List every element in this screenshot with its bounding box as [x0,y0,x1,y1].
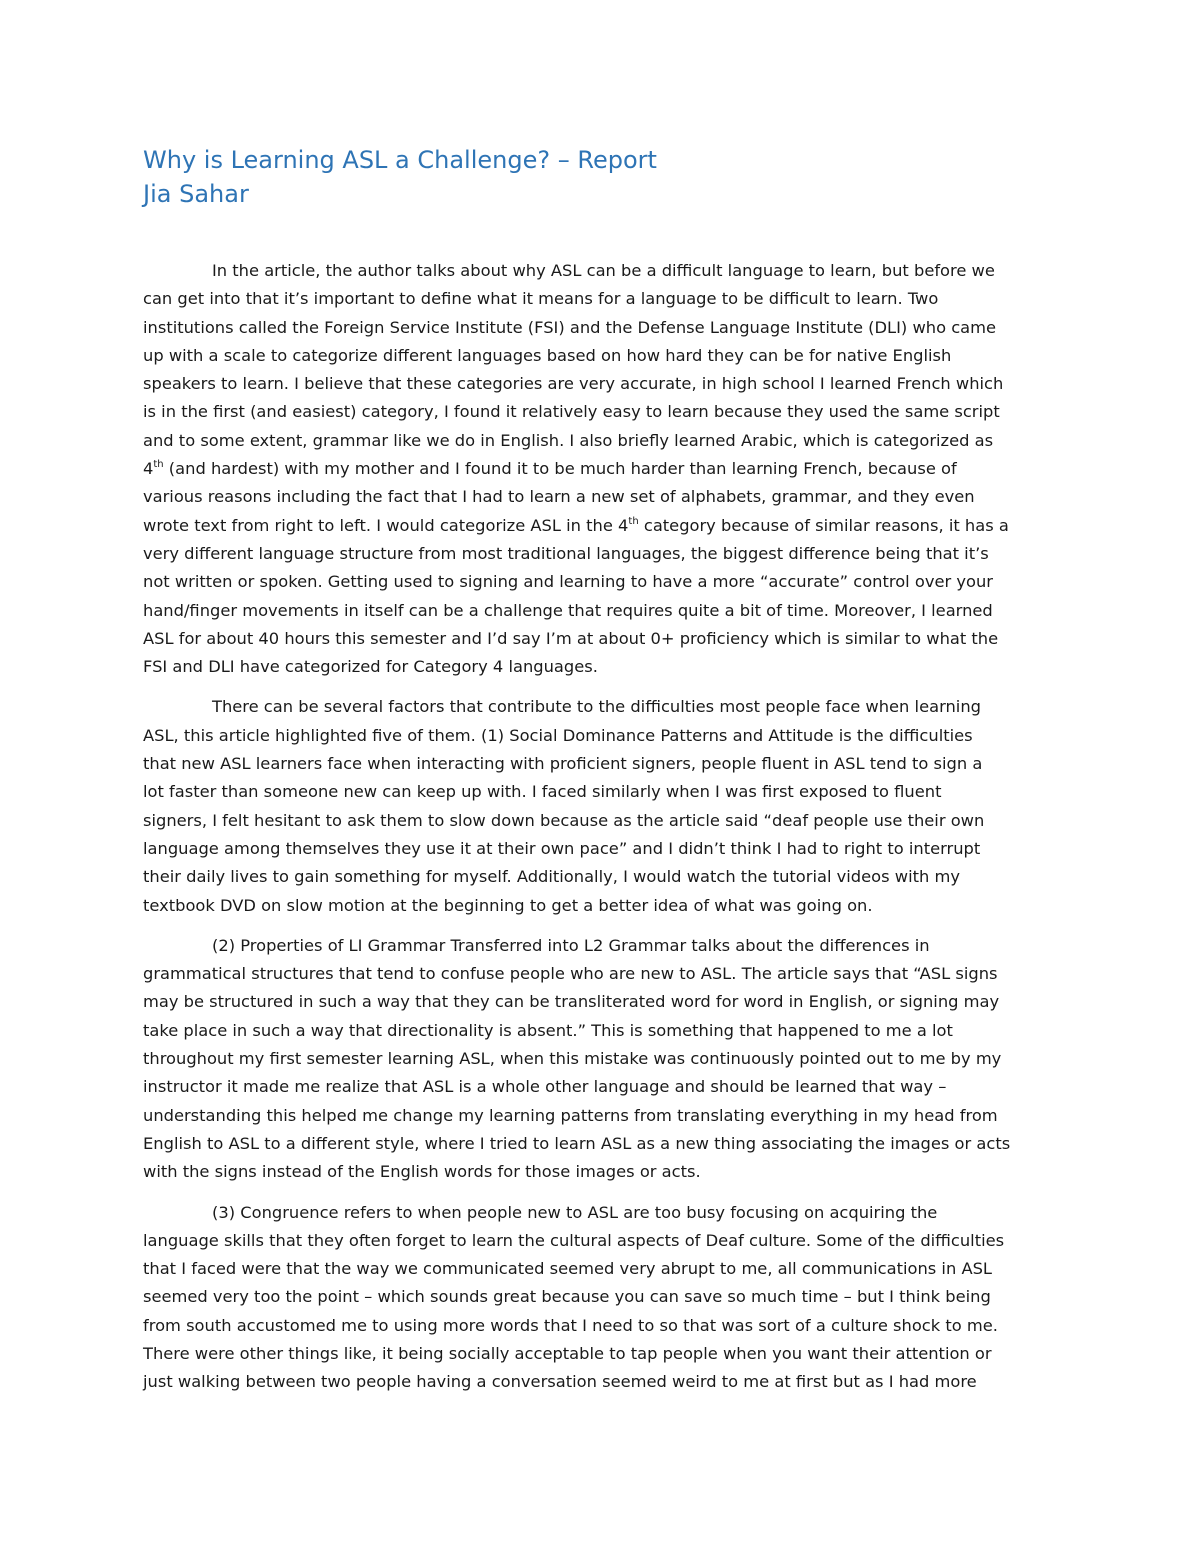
text-line: signers, I felt hesitant to ask them to slow down because as the article said “deaf people use their own [143,810,985,830]
document-body [143,257,1068,1409]
text-line: FSI and DLI have categorized for Category 4 languages. [143,657,598,677]
paragraph [143,693,1068,919]
text-line: just walking between two people having a conversation seemed weird to me at first but as I had more [143,1372,977,1392]
text-line: hand/finger movements in itself can be a challenge that requires quite a bit of time. Moreover, I learned [143,600,993,620]
document-author: Jia Sahar [143,180,249,208]
text-line: ASL, this article highlighted five of them. (1) Social Dominance Patterns and Attitude is the difficulties [143,725,973,745]
paragraph [143,932,1068,1187]
text-line: that new ASL learners face when interacting with proficient signers, people fluent in ASL tend to sign a [143,754,983,774]
text-line: their daily lives to gain something for myself. Additionally, I would watch the tutorial videos with my [143,867,960,887]
text-line: instructor it made me realize that ASL is a whole other language and should be learned that way – [143,1077,947,1097]
text-line: (3) Congruence refers to when people new to ASL are too busy focusing on acquiring the [212,1202,938,1222]
text-line: There were other things like, it being socially acceptable to tap people when you want their attention or [143,1343,992,1363]
text-line: can get into that it’s important to define what it means for a language to be difficult to learn. Two [143,289,939,309]
text-line: There can be several factors that contribute to the difficulties most people face when learning [212,697,981,717]
text-line: is in the first (and easiest) category, I found it relatively easy to learn because they used the same script [143,402,1000,422]
text-line: textbook DVD on slow motion at the beginning to get a better idea of what was going on. [143,895,873,915]
text-line: with the signs instead of the English words for those images or acts. [143,1162,701,1182]
text-line: and to some extent, grammar like we do in English. I also briefly learned Arabic, which is categorized as [143,430,994,450]
text-line: institutions called the Foreign Service Institute (FSI) and the Defense Language Institute (DLI) who came [143,317,997,337]
text-line: up with a scale to categorize different languages based on how hard they can be for native English [143,345,952,365]
text-line: various reasons including the fact that I had to learn a new set of alphabets, grammar, and they even [143,487,975,507]
text-line: throughout my first semester learning ASL, when this mistake was continuously pointed out to me by my [143,1049,1002,1069]
text-line: grammatical structures that tend to confuse people who are new to ASL. The article says that “ASL signs [143,964,998,984]
text-line: take place in such a way that directionality is absent.” This is something that happened to me a lot [143,1020,953,1040]
text-line: very different language structure from most traditional languages, the biggest difference being that it’s [143,543,989,563]
text-line: In the article, the author talks about why ASL can be a difficult language to learn, but before we [212,261,995,280]
paragraph [143,257,1068,681]
text-line: from south accustomed me to using more words that I need to so that was sort of a culture shock to me. [143,1315,998,1335]
document-title: Why is Learning ASL a Challenge? – Report [143,146,657,174]
paragraph [143,1199,1068,1397]
title-block [143,143,1063,211]
text-line: language skills that they often forget to learn the cultural aspects of Deaf culture. Some of the difficulties [143,1230,1005,1250]
text-line: wrote text from right to left. I would categorize ASL in the 4th category because of similar reasons, it has a [143,515,1009,535]
text-line: speakers to learn. I believe that these categories are very accurate, in high school I learned French which [143,374,1004,394]
text-line: (2) Properties of LI Grammar Transferred into L2 Grammar talks about the differences in [212,935,930,955]
text-line: lot faster than someone new can keep up with. I faced similarly when I was first exposed to fluent [143,782,942,802]
text-line: English to ASL to a different style, where I tried to learn ASL as a new thing associating the images or acts [143,1133,1011,1153]
text-line: that I faced were that the way we communicated seemed very abrupt to me, all communications in ASL [143,1259,992,1279]
text-line: understanding this helped me change my learning patterns from translating everything in my head from [143,1105,998,1125]
text-line: language among themselves they use it at their own pace” and I didn’t think I had to right to interrupt [143,838,981,858]
text-line: not written or spoken. Getting used to signing and learning to have a more “accurate” control over your [143,572,993,592]
text-line: ASL for about 40 hours this semester and I’d say I’m at about 0+ proficiency which is similar to what the [143,628,999,648]
text-line: seemed very too the point – which sounds great because you can save so much time – but I think being [143,1287,991,1307]
text-line: 4th (and hardest) with my mother and I found it to be much harder than learning French, because of [143,459,957,479]
text-line: may be structured in such a way that they can be transliterated word for word in English, or signing may [143,992,1000,1012]
